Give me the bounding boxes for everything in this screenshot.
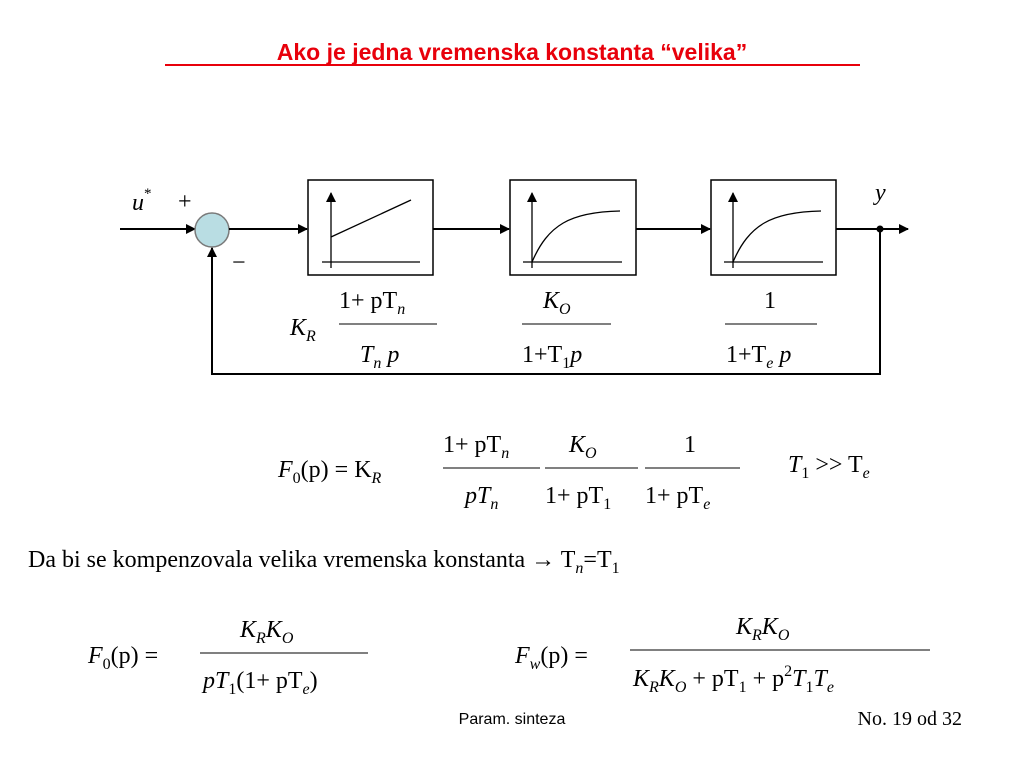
tf-block2 bbox=[522, 288, 611, 372]
open-loop-equation bbox=[277, 432, 870, 513]
compensation-statement: Da bi se kompenzovala velika vremenska konstanta → $T_n=T_1$ bbox=[28, 547, 620, 577]
sum-minus-sign: − bbox=[232, 250, 246, 276]
block-plant-2 bbox=[711, 180, 836, 275]
tf2-denominator: $1+T_1p$ bbox=[522, 342, 583, 372]
eq3-numerator: $K_RK_O$ bbox=[736, 614, 790, 644]
eq1-f1-denominator: $pT_n$ bbox=[465, 483, 499, 513]
tf-block1 bbox=[289, 288, 437, 372]
eq1-f3-numerator: 1 bbox=[684, 432, 696, 458]
eq1-lhs: $F_0(p) = K_R$ bbox=[278, 457, 382, 487]
eq1-f2-denominator: $1+ pT_1$ bbox=[545, 483, 612, 513]
tf2-numerator: $K_O$ bbox=[543, 288, 571, 318]
slide-title: Ako je jedna vremenska konstanta “velika” bbox=[276, 39, 748, 65]
block-pi-controller bbox=[308, 180, 433, 275]
closed-loop-equation bbox=[514, 614, 930, 696]
tf1-gain: $K_R$ bbox=[290, 315, 316, 345]
tf-block3 bbox=[725, 288, 817, 372]
eq1-condition: $T_1 >> T_e$ bbox=[788, 452, 870, 482]
footer-topic: Param. sinteza bbox=[458, 711, 566, 728]
summing-junction bbox=[195, 213, 229, 247]
output-signal-label: y bbox=[875, 180, 886, 206]
eq2-denominator: $pT_1(1+ pT_e)$ bbox=[203, 668, 318, 698]
eq1-f1-numerator: $1+ pT_n$ bbox=[443, 432, 510, 462]
slide-number: No. 19 od 32 bbox=[857, 708, 962, 730]
sum-plus-sign: + bbox=[178, 189, 192, 215]
eq2-lhs: $F_0(p)$ = bbox=[88, 643, 159, 673]
tf3-numerator: 1 bbox=[764, 288, 776, 314]
tf1-numerator: $1+ pT_n$ bbox=[339, 288, 406, 318]
eq3-lhs: $F_w(p)$ = bbox=[515, 643, 588, 673]
input-signal-label: u* bbox=[132, 186, 152, 216]
block-diagram bbox=[120, 180, 908, 374]
tf1-denominator: $T_n$ p bbox=[360, 342, 400, 372]
eq3-denominator: $K_RK_O + pT_1 + p^2T_1T_e$ bbox=[633, 663, 834, 696]
tf3-denominator: $1+T_e$ p bbox=[726, 342, 792, 372]
eq1-f2-numerator: $K_O$ bbox=[569, 432, 597, 462]
eq1-f3-denominator: $1+ pT_e$ bbox=[645, 483, 711, 513]
block-plant-1 bbox=[510, 180, 636, 275]
eq2-numerator: $K_RK_O$ bbox=[240, 617, 294, 647]
compensated-open-loop-equation bbox=[87, 617, 368, 698]
